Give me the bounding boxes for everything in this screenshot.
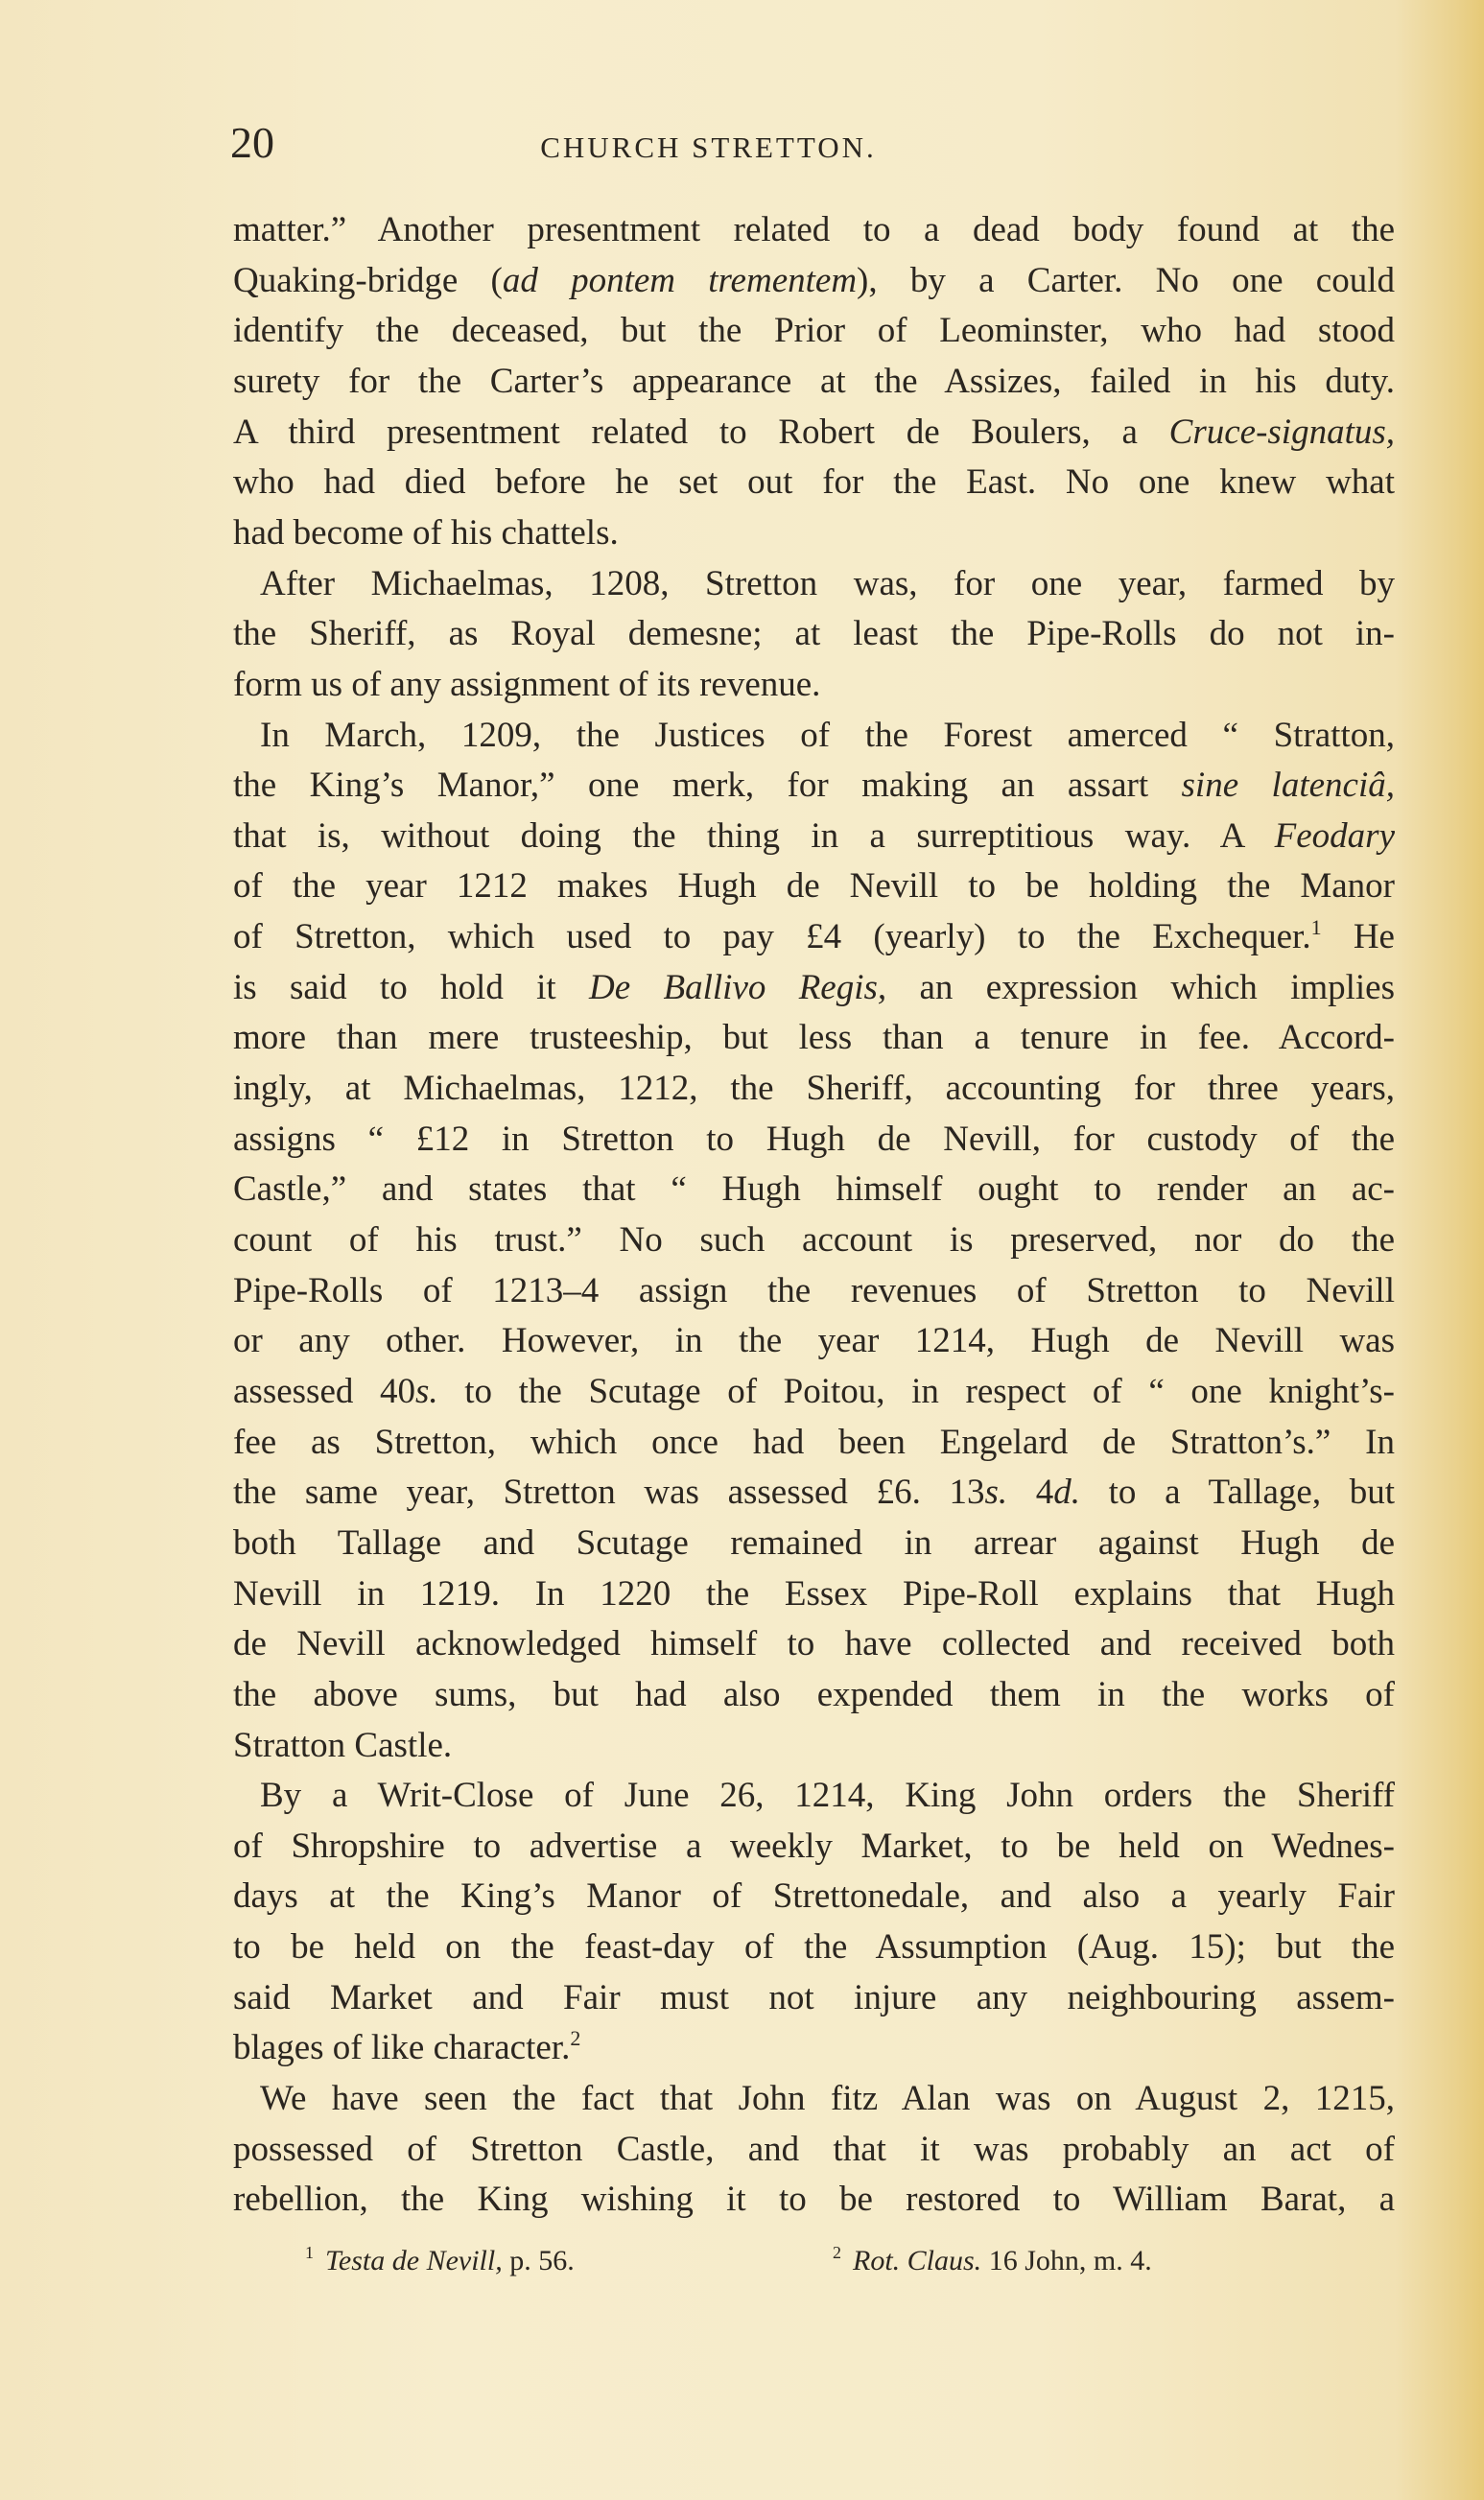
text-line xyxy=(233,1522,1395,1565)
text-line xyxy=(233,865,1395,908)
text-line xyxy=(233,209,1395,251)
footnote-reference: 1 xyxy=(1310,915,1322,940)
text-line xyxy=(233,2129,1395,2171)
text-line xyxy=(233,1573,1395,1616)
text-line xyxy=(233,1270,1395,1312)
text-line xyxy=(233,260,1395,302)
text-line xyxy=(233,916,1395,958)
text-line xyxy=(233,1119,1395,1161)
italic-text: ad pontem trementem xyxy=(502,260,858,300)
running-title: CHURCH STRETTON. xyxy=(540,130,877,164)
text: identify the deceased, but the Prior of Leominster, who had stood xyxy=(233,311,1395,351)
text: A third presentment related to Robert de Boulers, a xyxy=(233,412,1169,452)
text: said Market and Fair must not injure any neighbouring assem- xyxy=(233,1977,1395,2017)
text: Castle,” and states that “ Hugh himself ought to render an ac- xyxy=(233,1169,1395,1210)
text: possessed of Stretton Castle, and that it was probably an act of xyxy=(233,2129,1395,2169)
text: ingly, at Michaelmas, 1212, the Sheriff, accounting for three years, xyxy=(233,1069,1395,1109)
text-line xyxy=(233,1725,1395,1767)
text-line xyxy=(233,2179,1395,2221)
italic-text: d. xyxy=(1053,1473,1081,1513)
text: He xyxy=(1321,917,1395,957)
text: is said to hold it xyxy=(233,967,590,1007)
text: the above sums, but had also expended them in the works of xyxy=(233,1674,1395,1714)
text: to the Scutage of Poitou, in respect of “ one knight’s- xyxy=(437,1371,1395,1411)
text: had become of his chattels. xyxy=(233,512,619,553)
text: to be held on the feast-day of the Assumption (Aug. 15); but the xyxy=(233,1927,1395,1968)
text: the Sheriff, as Royal demesne; at least the Pipe-Rolls do not in- xyxy=(233,614,1395,654)
text-line xyxy=(233,361,1395,403)
text: both Tallage and Scutage remained in arrear against Hugh de xyxy=(233,1522,1395,1563)
text: of the year 1212 makes Hugh de Nevill to be holding the Manor xyxy=(233,866,1395,907)
text-line xyxy=(233,1826,1395,1868)
text-line xyxy=(233,1472,1395,1514)
text-line xyxy=(233,512,1395,554)
footnote-1 xyxy=(305,2243,575,2277)
text: or any other. However, in the year 1214, Hugh de Nevill was xyxy=(233,1321,1395,1361)
text-line xyxy=(233,2078,1395,2120)
text-line xyxy=(233,1623,1395,1665)
footnote-ref: p. 56. xyxy=(502,2245,575,2276)
text: assessed 40 xyxy=(233,1371,415,1411)
text: ), by a Carter. No one could xyxy=(857,260,1395,300)
text: to a Tallage, but xyxy=(1080,1473,1395,1513)
text-line xyxy=(233,1977,1395,2019)
text-line xyxy=(233,765,1395,807)
text-line xyxy=(233,412,1395,454)
italic-text: sine latenciâ, xyxy=(1181,766,1395,806)
footnote-source: Rot. Claus. xyxy=(853,2245,982,2276)
text: assigns “ £12 in Stretton to Hugh de Nevill, for custody of the xyxy=(233,1119,1395,1159)
text-line xyxy=(233,613,1395,655)
text: Stratton Castle. xyxy=(233,1725,453,1765)
text-line xyxy=(233,1775,1395,1817)
text-line xyxy=(233,715,1395,757)
text-line xyxy=(233,1017,1395,1059)
text-line xyxy=(233,967,1395,1009)
italic-text: s. xyxy=(414,1371,438,1411)
text-line xyxy=(233,310,1395,352)
text: of Stretton, which used to pay £4 (yearly) to the Exchequer. xyxy=(233,917,1311,957)
text-line xyxy=(233,1875,1395,1918)
text-line xyxy=(233,1320,1395,1362)
text: count of his trust.” No such account is preserved, nor do the xyxy=(233,1220,1395,1260)
text: the King’s Manor,” one merk, for making an assart xyxy=(233,766,1182,806)
text: blages of like character. xyxy=(233,2028,571,2068)
text: 4 xyxy=(1007,1473,1054,1513)
text: an expression which implies xyxy=(886,967,1396,1007)
text: the same year, Stretton was assessed £6. 13 xyxy=(233,1473,985,1513)
text: matter.” Another presentment related to a dead body found at the xyxy=(233,210,1395,249)
text-line xyxy=(233,1422,1395,1464)
text-line xyxy=(233,815,1395,858)
text-line xyxy=(233,1926,1395,1969)
footnote-source: Testa de Nevill, xyxy=(325,2245,503,2276)
text: that is, without doing the thing in a surreptitious way. A xyxy=(233,815,1275,856)
footnote-reference: 2 xyxy=(570,2026,581,2051)
text-line xyxy=(233,1068,1395,1110)
text: After Michaelmas, 1208, Stretton was, for one year, farmed by xyxy=(260,563,1395,603)
footnote-ref: 16 John, m. 4. xyxy=(981,2245,1152,2276)
text-line xyxy=(233,664,1395,706)
text: who had died before he set out for the East. No one knew what xyxy=(233,462,1395,503)
text-line xyxy=(233,2027,1395,2069)
text-line xyxy=(233,461,1395,504)
footnote-mark: 2 xyxy=(833,2243,841,2262)
text-line xyxy=(233,1674,1395,1716)
italic-text: Feodary xyxy=(1274,815,1395,856)
page-number: 20 xyxy=(230,118,274,167)
text: surety for the Carter’s appearance at the Assizes, failed in his duty. xyxy=(233,361,1395,401)
text: Nevill in 1219. In 1220 the Essex Pipe-Roll explains that Hugh xyxy=(233,1573,1395,1614)
footnote-2 xyxy=(833,2243,1152,2277)
text: We have seen the fact that John fitz Alan was on August 2, 1215, xyxy=(260,2079,1395,2119)
text-line xyxy=(233,1219,1395,1262)
text: In March, 1209, the Justices of the Forest amerced “ Stratton, xyxy=(260,715,1395,755)
text-line xyxy=(233,1371,1395,1413)
text-line xyxy=(233,563,1395,605)
text: more than mere trusteeship, but less than a tenure in fee. Accord- xyxy=(233,1018,1395,1058)
text: de Nevill acknowledged himself to have collected and received both xyxy=(233,1624,1395,1664)
text: rebellion, the King wishing it to be restored to William Barat, a xyxy=(233,2180,1395,2220)
text: Pipe-Rolls of 1213–4 assign the revenues of Stretton to Nevill xyxy=(233,1270,1395,1310)
italic-text: s. xyxy=(984,1473,1008,1513)
italic-text: De Ballivo Regis, xyxy=(589,967,887,1007)
text-line xyxy=(233,1168,1395,1211)
text: Quaking-bridge ( xyxy=(233,260,503,300)
text: By a Writ-Close of June 26, 1214, King John orders the Sheriff xyxy=(260,1776,1395,1816)
italic-text: Cruce-signatus, xyxy=(1168,412,1395,452)
text: form us of any assignment of its revenue. xyxy=(233,664,821,704)
text: of Shropshire to advertise a weekly Market, to be held on Wednes- xyxy=(233,1826,1395,1866)
text: fee as Stretton, which once had been Engelard de Stratton’s.” In xyxy=(233,1422,1395,1462)
footnote-mark: 1 xyxy=(305,2243,314,2262)
text: days at the King’s Manor of Strettonedale, and also a yearly Fair xyxy=(233,1876,1395,1917)
